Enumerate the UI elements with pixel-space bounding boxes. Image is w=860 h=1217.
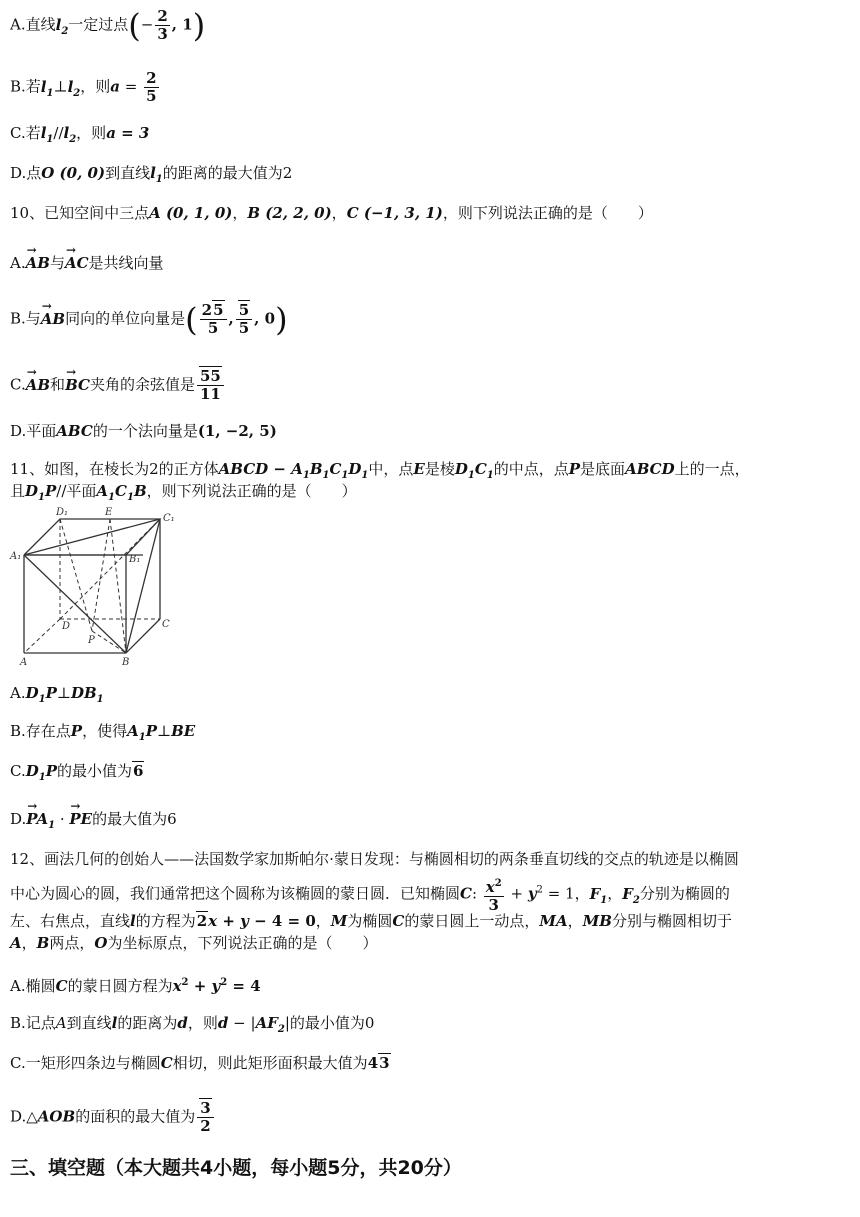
label-B1: B₁ xyxy=(129,554,141,565)
q10-option-a: A.→ AB与→ AC是共线向量 xyxy=(10,252,164,274)
label-B: B xyxy=(122,657,130,667)
label-C: C xyxy=(162,619,170,630)
q12-stem-line3: 左、右焦点，直线l的方程为2x + y − 4 = 0，M为椭圆C的蒙日圆上一动点，MA，MB分别与椭圆相切于 xyxy=(10,912,732,930)
label-A: A xyxy=(20,657,28,667)
q11-option-d: $D.\to PA_1$ · → PE的最大值为6 xyxy=(10,808,177,837)
label-A1: A₁ xyxy=(10,551,22,562)
q10-option-b: B.与→ AB同向的单位向量是( $\frac{25}{5}$ , $\frac{5}{5}$ , 0) xyxy=(10,302,288,337)
q10-stem: 10、已知空间中三点A (0, 1, 0)，B (2, 2, 0)，C (−1, 3, 1)，则下列说法正确的是（ ） xyxy=(10,204,653,222)
q11-option-a: $A.D_1P\perp DB_1$ xyxy=(10,684,104,705)
q11-stem-line1: 11、如图，在棱长为2的正方体ABCD − $A_1B_1C_1D_1$中，点E是棱$D_1C_1$的中点，点P是底面ABCD上的一点， xyxy=(10,460,750,481)
label-E: E xyxy=(105,507,113,518)
q9-option-a: A.直线$l_2$一定过点(− $\frac{2}{3}$ , 1) xyxy=(10,6,206,45)
q10-option-c: C.→ AB和→ BC夹角的余弦值是 $\frac{55}{11}$ xyxy=(10,368,226,403)
q11-option-c: $C.D_1P$的最小值为6 xyxy=(10,762,144,783)
q12-stem-line1: 12、画法几何的创始人——法国数学家加斯帕尔·蒙日发现：与椭圆相切的两条垂直切线的交点的轨迹是以椭圆 xyxy=(10,850,739,868)
section-heading: 三、填空题（本大题共4小题，每小题5分，共20分） xyxy=(10,1157,462,1179)
q12-option-a: A.椭圆C的蒙日圆方程为$x^2 + y^2 = 4$ xyxy=(10,977,261,995)
q12-option-d: D.△AOB的面积的最大值为 $\frac{3}{2}$ xyxy=(10,1100,216,1135)
label-P: P xyxy=(88,635,95,646)
cube-figure xyxy=(8,505,178,667)
q11-option-b: B.存在点P，使得$A_1P\perp BE$ xyxy=(10,722,196,743)
q9-option-b: B.若$l_1\perp l_2$，则a = $\frac{2}{5}$ xyxy=(10,69,157,105)
q9-option-d: D.点O (0, 0)到直线$l_1$的距离的最大值为2 xyxy=(10,164,293,185)
label-C1: C₁ xyxy=(163,513,175,524)
q12-option-c: C.一矩形四条边与椭圆C相切，则此矩形面积最大值为43 xyxy=(10,1054,390,1072)
label-D1: D₁ xyxy=(56,507,69,518)
label-D: D xyxy=(62,621,71,632)
q9-option-c: C.若$l_1//l_2$，则a = 3 xyxy=(10,124,150,145)
q12-stem-line4: A，B两点，O为坐标原点，下列说法正确的是（ ） xyxy=(10,934,378,952)
q11-stem-line2: 且$D_1P//$平面$A_1C_1B$，则下列说法正确的是（ ） xyxy=(10,482,357,503)
q10-option-d: D.平面ABC的一个法向量是(1, −2, 5) xyxy=(10,422,277,440)
q12-stem-line2: 中心为圆心的圆，我们通常把这个圆称为该椭圆的蒙日圆．已知椭圆C: $\frac{x^2}{3}$ + $y^2 = 1$，$F_1$，$F_2$分别为椭圆的 xyxy=(10,875,730,914)
q12-option-b: B.记点A到直线l的距离为d，则$d - |AF_2|$的最小值为0 xyxy=(10,1014,375,1035)
